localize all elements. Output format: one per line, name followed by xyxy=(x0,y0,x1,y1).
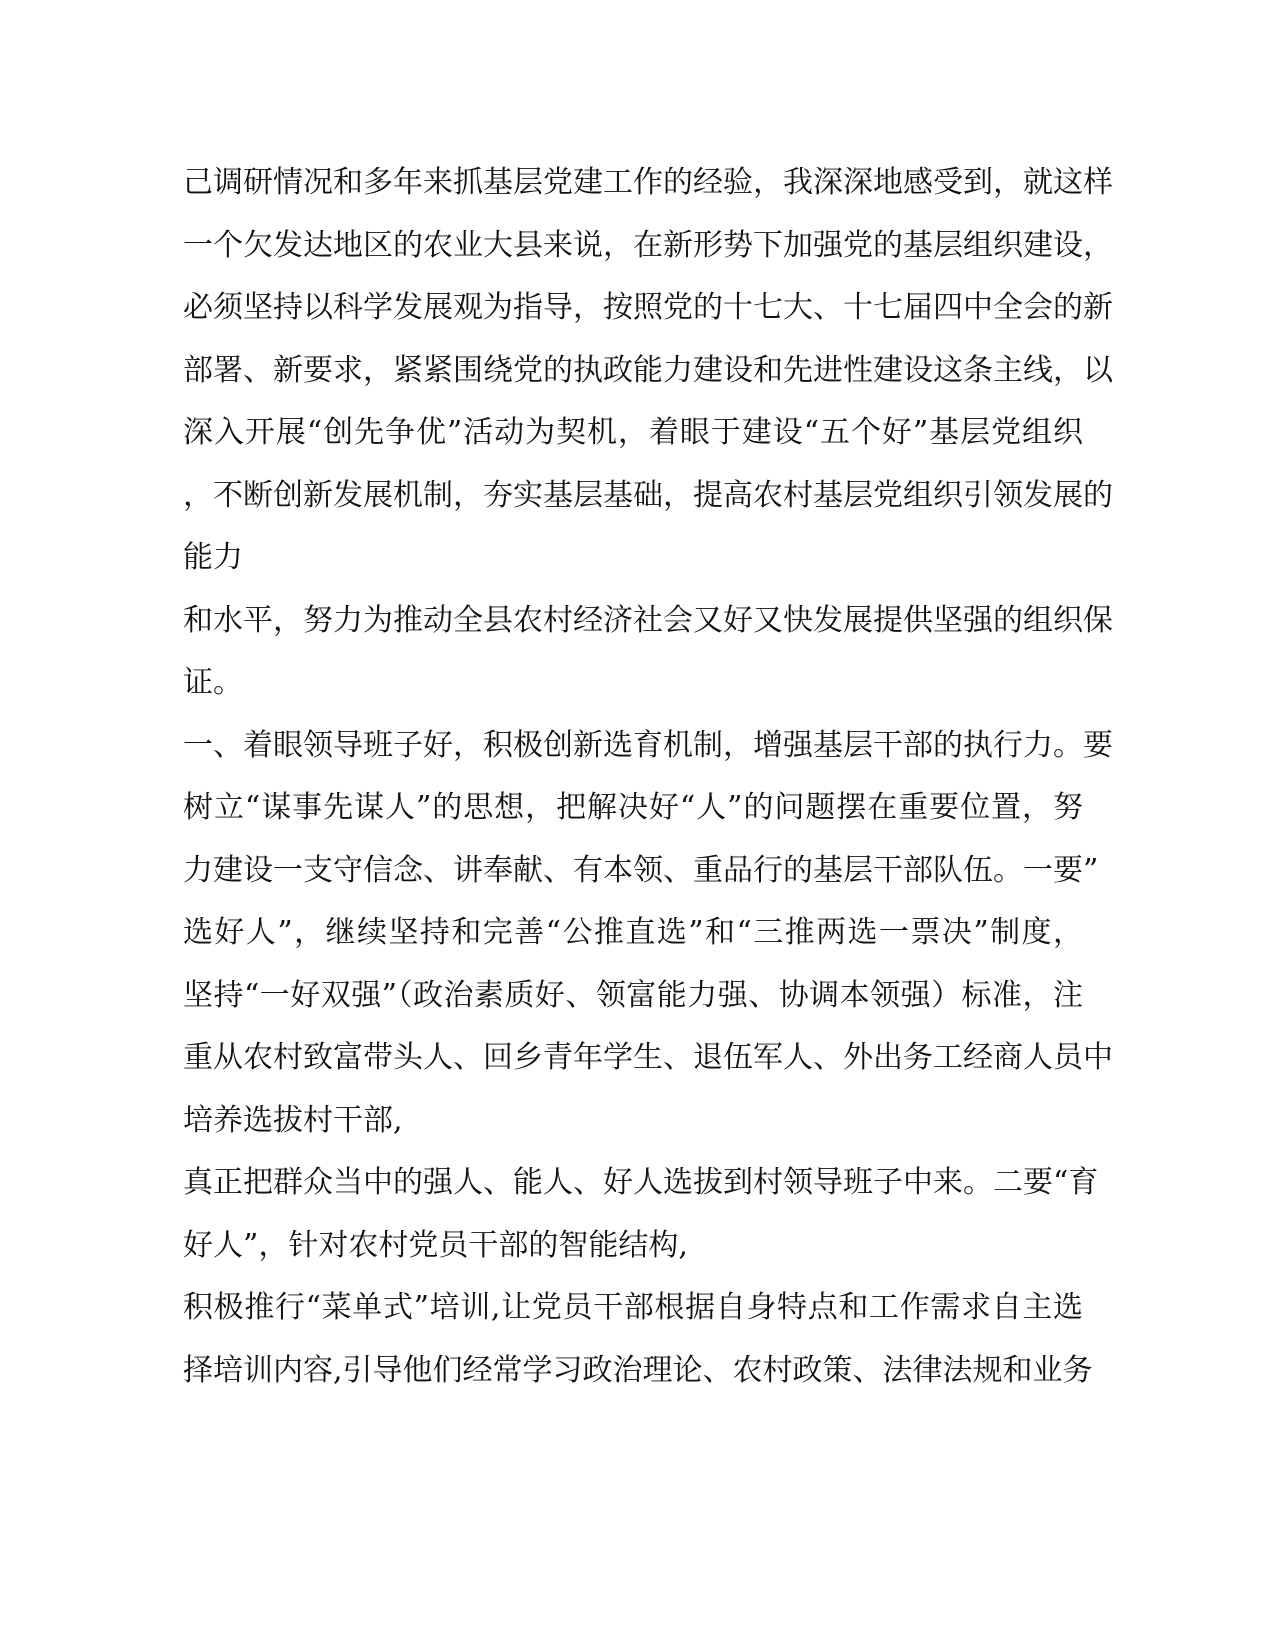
text-line-2: 一个欠发达地区的农业大县来说，在新形势下加强党的基层组织建设， xyxy=(183,227,1113,263)
text-line-7: 能力 xyxy=(183,540,243,575)
text-line-12: 力建设一支守信念、讲奉献、有本领、重品行的基层干部队伍。一要” xyxy=(183,852,1099,888)
text-line-15: 重从农村致富带头人、回乡青年学生、退伍军人、外出务工经商人员中 xyxy=(183,1040,1113,1075)
text-line-6: ，不断创新发展机制，夯实基层基础，提高农村基层党组织引领发展的 xyxy=(183,477,1113,513)
text-line-9: 证。 xyxy=(183,665,243,700)
text-line-11: 树立“谋事先谋人”的思想，把解决好“人”的问题摆在重要位置，努 xyxy=(183,790,1083,825)
text-line-5: 深入开展“创先争优”活动为契机，着眼于建设“五个好”基层党组织 xyxy=(183,415,1083,450)
text-line-3: 必须坚持以科学发展观为指导，按照党的十七大、十七届四中全会的新 xyxy=(183,290,1113,325)
text-line-14: 坚持“一好双强”（政治素质好、领富能力强、协调本领强）标准，注 xyxy=(183,977,1083,1013)
text-line-17: 真正把群众当中的强人、能人、好人选拔到村领导班子中来。二要“育 xyxy=(183,1165,1099,1200)
text-line-8: 和水平，努力为推动全县农村经济社会又好又快发展提供坚强的组织保 xyxy=(183,602,1113,638)
text-line-13: 选好人”，继续坚持和完善“公推直选”和“三推两选一票决”制度， xyxy=(183,915,1083,950)
text-line-16: 培养选拔村干部, xyxy=(183,1102,403,1138)
text-line-4: 部署、新要求，紧紧围绕党的执政能力建设和先进性建设这条主线，以 xyxy=(183,352,1113,388)
text-line-10: 一、着眼领导班子好，积极创新选育机制，增强基层干部的执行力。要 xyxy=(183,727,1113,763)
text-line-1: 己调研情况和多年来抓基层党建工作的经验，我深深地感受到，就这样 xyxy=(183,165,1113,200)
text-line-18: 好人”，针对农村党员干部的智能结构, xyxy=(183,1227,688,1263)
text-line-19: 积极推行“菜单式”培训,让党员干部根据自身特点和工作需求自主选 xyxy=(183,1290,1083,1325)
body-text xyxy=(183,152,1113,1402)
text-line-20: 择培训内容,引导他们经常学习政治理论、农村政策、法律法规和业务 xyxy=(183,1352,1093,1388)
